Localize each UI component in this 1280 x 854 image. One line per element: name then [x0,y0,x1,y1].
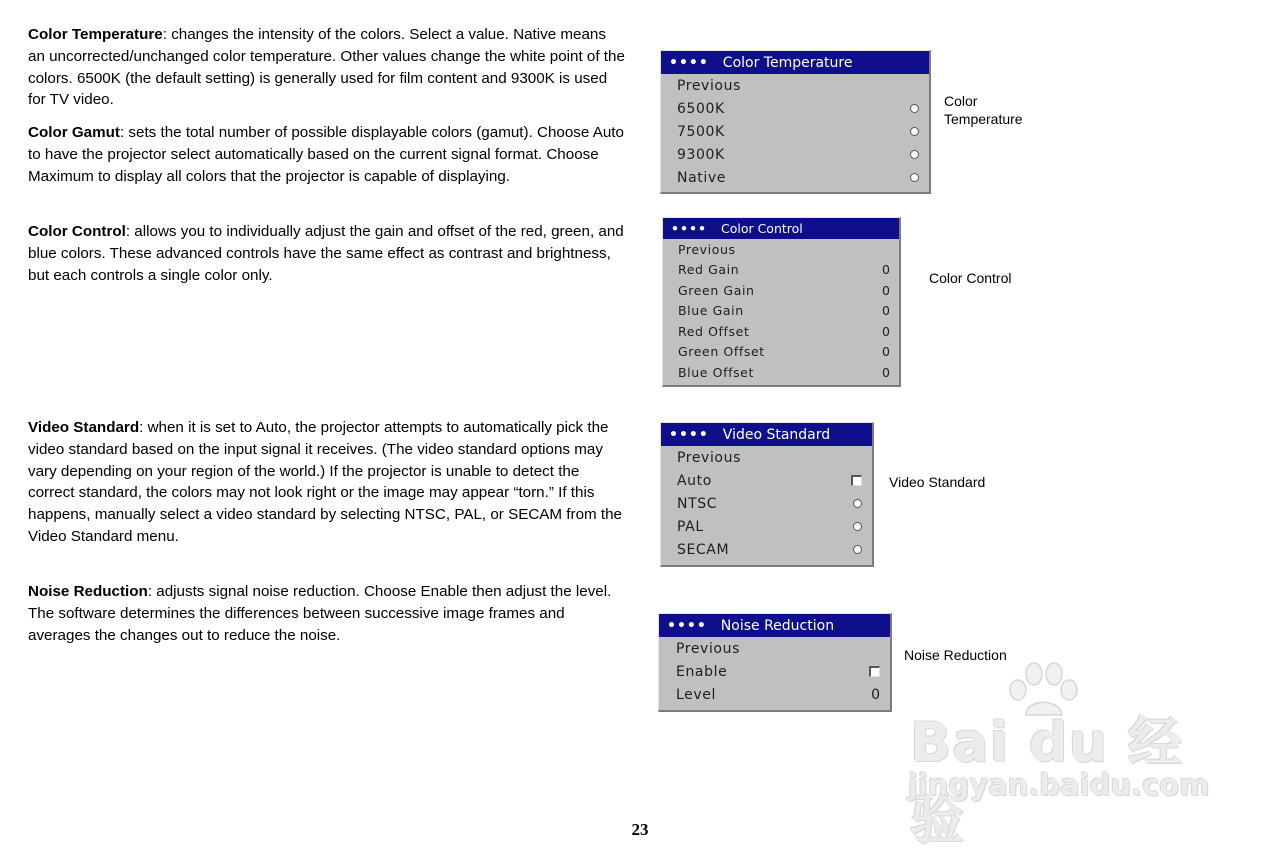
radio-button[interactable] [853,499,862,508]
radio-button[interactable] [853,522,862,531]
menu-item-label: 9300K [677,146,725,163]
menu-title: Noise Reduction [720,617,835,634]
menu-item-label: Red Offset [678,323,750,339]
menu-item-blue-gain[interactable] [663,301,899,322]
paragraph-text: : adjusts signal noise reduction. Choose Enable then adjust the level. The software determines the differences between successive image frames and averages the changes out to reduce the noise. [28,583,612,644]
menu-item-previous[interactable] [663,239,899,260]
menu-item-value: 0 [882,364,890,380]
caption-noise-reduction: Noise Reduction [904,647,1007,663]
caption-color-temperature [944,92,1023,128]
menu-dots-icon: •••• [669,54,709,71]
menu-dots-icon: •••• [671,221,707,236]
menu-title-bar [663,218,899,239]
menu-item-value: 0 [882,262,890,278]
menu-item-label: Enable [676,663,728,680]
term-video-standard: Video Standard [28,419,140,436]
menu-item-previous[interactable] [659,637,890,660]
paragraph-video-standard [28,417,626,548]
paragraph-text: : allows you to individually adjust the gain and offset of the red, green, and blue colors. These advanced controls have the same effect as contrast and brightness, but each controls a single color only. [28,223,624,284]
menu-item-label: Red Gain [678,262,740,278]
radio-button[interactable] [910,150,919,159]
menu-item-green-gain[interactable] [663,280,899,301]
menu-item-label: Blue Gain [678,303,744,319]
menu-item-previous[interactable] [661,74,929,97]
color-control-menu [662,217,901,387]
term-color-temperature: Color Temperature [28,26,163,43]
menu-item-pal[interactable] [661,515,872,538]
menu-item-label: Previous [677,77,741,94]
paragraph-text: : changes the intensity of the colors. Select a value. Native means an uncorrected/unchanged color temperature. Other values change the white point of the colors. 6500K (the default setting) is generally used for film content and 9300K is used for TV video. [28,26,625,109]
menu-item-red-offset[interactable] [663,321,899,342]
menu-item-previous[interactable] [661,446,872,469]
menu-title: Color Temperature [722,54,853,71]
menu-item-9300k[interactable] [661,143,929,166]
menu-item-label: Blue Offset [678,364,754,380]
menu-item-label: PAL [677,518,704,535]
menu-item-value: 0 [882,303,890,319]
radio-button[interactable] [910,104,919,113]
menu-item-value: 0 [871,686,880,703]
menu-item-native[interactable] [661,166,929,189]
menu-title-bar [661,423,872,446]
term-noise-reduction: Noise Reduction [28,583,148,600]
radio-button[interactable] [910,127,919,136]
menu-item-label: Green Gain [678,282,755,298]
menu-item-blue-offset[interactable] [663,362,899,383]
caption-line: Color [944,93,978,109]
caption-color-control: Color Control [929,270,1012,286]
caption-video-standard: Video Standard [889,474,986,490]
menu-item-enable[interactable] [659,660,890,683]
menu-item-label: NTSC [677,495,718,512]
menu-item-secam[interactable] [661,538,872,561]
menu-item-green-offset[interactable] [663,342,899,363]
menu-title: Color Control [720,221,803,236]
menu-item-label: Previous [676,640,740,657]
checkbox[interactable] [869,666,880,677]
menu-item-label: SECAM [677,541,730,558]
video-standard-menu [660,422,874,567]
menu-item-label: Native [677,169,726,186]
menu-item-label: 6500K [677,100,725,117]
checkbox[interactable] [851,475,862,486]
paragraph-noise-reduction [28,581,626,646]
menu-item-label: Level [676,686,716,703]
menu-item-label: Green Offset [678,344,765,360]
watermark-url: jingyan.baidu.com [908,768,1210,802]
menu-item-red-gain[interactable] [663,260,899,281]
term-color-control: Color Control [28,223,126,240]
menu-item-value: 0 [882,323,890,339]
paragraph-color-gamut [28,122,626,187]
noise-reduction-menu [658,613,892,712]
menu-item-label: 7500K [677,123,725,140]
term-color-gamut: Color Gamut [28,124,120,141]
paragraph-color-control [28,221,626,286]
menu-title: Video Standard [722,426,831,443]
menu-item-label: Previous [677,449,741,466]
watermark-brand: Bai du 经验 [910,711,1183,851]
menu-item-level[interactable] [659,683,890,706]
menu-item-7500k[interactable] [661,120,929,143]
menu-item-label: Previous [678,241,736,257]
menu-item-value: 0 [882,282,890,298]
menu-dots-icon: •••• [667,617,707,634]
paragraph-color-temperature [28,24,626,111]
menu-title-bar [659,614,890,637]
caption-line: Temperature [944,111,1023,127]
paragraph-text: : sets the total number of possible displayable colors (gamut). Choose Auto to have the projector select automatically based on the current signal format. Choose Maximum to display all colors that the projector is capable of displaying. [28,124,624,185]
page-number: 23 [631,820,649,839]
baidu-watermark [906,660,1210,851]
color-temperature-menu [660,50,931,194]
menu-title-bar [661,51,929,74]
menu-item-ntsc[interactable] [661,492,872,515]
menu-item-label: Auto [677,472,712,489]
radio-button[interactable] [853,545,862,554]
paragraph-text: : when it is set to Auto, the projector attempts to automatically pick the video standard based on the input signal it receives. (The video standard options may vary depending on your region of the world.) If the projector is unable to detect the correct standard, the colors may not look right or the image may appear “torn.” If this happens, manually select a video standard by selecting NTSC, PAL, or SECAM from the Video Standard menu. [28,419,623,545]
radio-button[interactable] [910,173,919,182]
menu-item-auto[interactable] [661,469,872,492]
menu-item-6500k[interactable] [661,97,929,120]
menu-item-value: 0 [882,344,890,360]
menu-dots-icon: •••• [669,426,709,443]
